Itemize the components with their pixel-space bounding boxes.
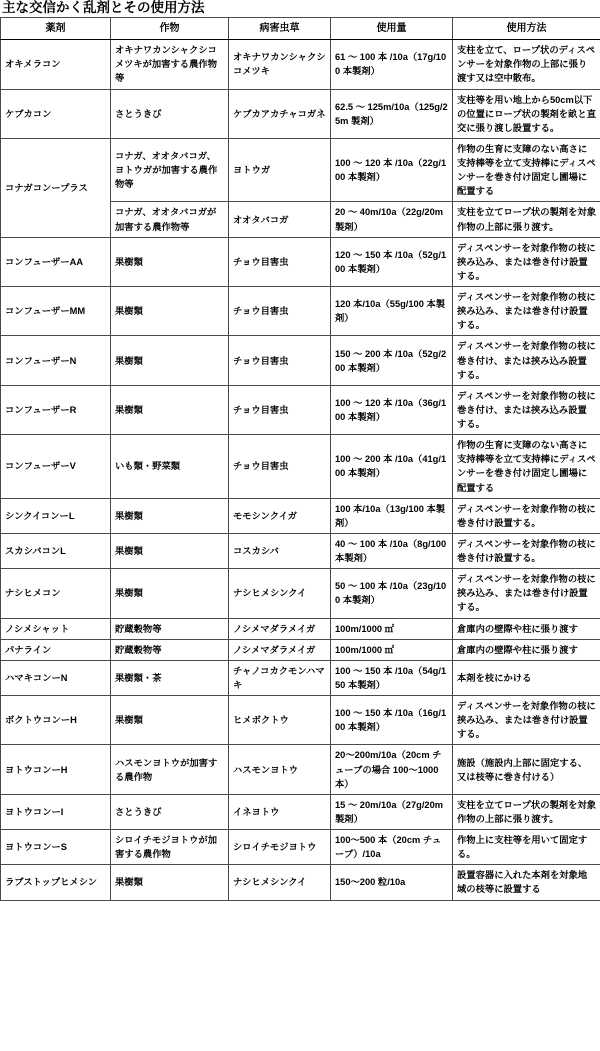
cell-usage-amount: 50 ～ 100 本 /10a（23g/100 本製剤）: [331, 569, 453, 618]
table-row: [1, 498, 600, 533]
table-row: [1, 618, 600, 639]
cell-drug-name: コンフューザーR: [1, 385, 111, 434]
cell-drug-name: コンフューザーN: [1, 336, 111, 385]
cell-usage-method: ディスペンサーを対象作物の枝に挟み込み、または巻き付け設置する。: [453, 569, 600, 618]
cell-crop-target: 果樹類: [111, 569, 229, 618]
table-row: [1, 639, 600, 660]
table-row: [1, 385, 600, 434]
cell-pest-name: ノシメマダラメイガ: [229, 639, 331, 660]
cell-pest-name: イネヨトウ: [229, 794, 331, 829]
cell-crop-target: さとうきび: [111, 794, 229, 829]
cell-drug-name: ノシメシャット: [1, 618, 111, 639]
cell-pest-name: ヨトウガ: [229, 138, 331, 202]
cell-crop-target: コナガ、オオタバコガが加害する農作物等: [111, 202, 229, 237]
cell-pest-name: シロイチモジヨトウ: [229, 830, 331, 865]
table-row: [1, 696, 600, 745]
cell-usage-method: 本剤を枝にかける: [453, 660, 600, 695]
cell-usage-method: 支柱を立てロープ状の製剤を対象作物の上部に張り渡す。: [453, 794, 600, 829]
cell-usage-method: 倉庫内の壁際や柱に張り渡す: [453, 639, 600, 660]
cell-usage-amount: 100m/1000 ㎡: [331, 639, 453, 660]
cell-usage-amount: 100 ～ 120 本 /10a（36g/100 本製剤）: [331, 385, 453, 434]
cell-crop-target: いも類・野菜類: [111, 435, 229, 499]
cell-drug-name: ボクトウコンーH: [1, 696, 111, 745]
cell-drug-name: ヨトウコンーH: [1, 745, 111, 794]
table-row: [1, 745, 600, 794]
cell-pest-name: チョウ目害虫: [229, 287, 331, 336]
cell-crop-target: 果樹類: [111, 533, 229, 568]
cell-usage-method: 支柱を立て、ロープ状のディスペンサーを対象作物の上部に張り渡す又は空中散布。: [453, 40, 600, 89]
table-row: [1, 533, 600, 568]
table-row: [1, 336, 600, 385]
cell-usage-method: 支柱等を用い地上から50cm以下の位置にロープ状の製剤を畝と直交に張り渡し設置する。: [453, 89, 600, 138]
cell-usage-amount: 150～200 粒/10a: [331, 865, 453, 900]
column-header-method: 使用方法: [453, 18, 600, 40]
cell-usage-method: ディスペンサーを対象作物の枝に挟み込み、または巻き付け設置する。: [453, 237, 600, 286]
cell-crop-target: 果樹類: [111, 498, 229, 533]
cell-pest-name: ヒメボクトウ: [229, 696, 331, 745]
cell-usage-method: ディスペンサーを対象作物の枝に挟み込み、または巻き付け設置する。: [453, 696, 600, 745]
cell-pest-name: コスカシバ: [229, 533, 331, 568]
cell-usage-amount: 100 ～ 200 本 /10a（41g/100 本製剤）: [331, 435, 453, 499]
cell-usage-method: 作物上に支柱等を用いて固定する。: [453, 830, 600, 865]
cell-pest-name: オオタバコガ: [229, 202, 331, 237]
cell-crop-target: オキナワカンシャクシコメツキが加害する農作物等: [111, 40, 229, 89]
cell-pest-name: チョウ目害虫: [229, 435, 331, 499]
cell-drug-name: コンフューザーV: [1, 435, 111, 499]
cell-usage-amount: 120 ～ 150 本 /10a（52g/100 本製剤）: [331, 237, 453, 286]
cell-pest-name: ハスモンヨトウ: [229, 745, 331, 794]
column-header-pest: 病害虫草: [229, 18, 331, 40]
column-header-amount: 使用量: [331, 18, 453, 40]
cell-drug-name: コナガコンープラス: [1, 138, 111, 237]
cell-usage-method: 施設（施設内上部に固定する、又は枝等に巻き付ける）: [453, 745, 600, 794]
cell-drug-name: パナライン: [1, 639, 111, 660]
cell-usage-method: ディスペンサーを対象作物の枝に巻き付け、または挟み込み設置する。: [453, 336, 600, 385]
cell-usage-method: ディスペンサーを対象作物の枝に挟み込み、または巻き付け設置する。: [453, 287, 600, 336]
cell-pest-name: チョウ目害虫: [229, 336, 331, 385]
cell-pest-name: チョウ目害虫: [229, 385, 331, 434]
cell-drug-name: シンクイコンーL: [1, 498, 111, 533]
cell-crop-target: 果樹類: [111, 696, 229, 745]
table-row: [1, 89, 600, 138]
page-title: 主な交信かく乱剤とその使用方法: [2, 0, 205, 15]
cell-usage-amount: 20～200m/10a（20cm チューブの場合 100～1000 本）: [331, 745, 453, 794]
cell-pest-name: モモシンクイガ: [229, 498, 331, 533]
table-body: [1, 40, 600, 900]
cell-drug-name: ラブストップヒメシン: [1, 865, 111, 900]
cell-drug-name: ヨトウコンーI: [1, 794, 111, 829]
table-row: [1, 40, 600, 89]
cell-pest-name: ナシヒメシンクイ: [229, 569, 331, 618]
table-row: [1, 287, 600, 336]
table-row: [1, 435, 600, 499]
table-row: [1, 865, 600, 900]
cell-pest-name: チョウ目害虫: [229, 237, 331, 286]
cell-usage-amount: 62.5 ～ 125m/10a（125g/25m 製剤）: [331, 89, 453, 138]
cell-usage-method: 作物の生育に支障のない高さに支持棒等を立て支持棒にディスペンサーを巻き付け固定し圃場に配置する: [453, 138, 600, 202]
table-row: [1, 794, 600, 829]
cell-usage-method: ディスペンサーを対象作物の枝に巻き付け設置する。: [453, 498, 600, 533]
cell-drug-name: スカシバコンL: [1, 533, 111, 568]
column-header-drug: 薬剤: [1, 18, 111, 40]
table-row: [1, 237, 600, 286]
cell-crop-target: さとうきび: [111, 89, 229, 138]
cell-drug-name: ヨトウコンーS: [1, 830, 111, 865]
table-row: [1, 138, 600, 202]
cell-usage-amount: 15 ～ 20m/10a（27g/20m 製剤）: [331, 794, 453, 829]
table-row: [1, 569, 600, 618]
cell-usage-method: 支柱を立てロープ状の製剤を対象作物の上部に張り渡す。: [453, 202, 600, 237]
cell-usage-amount: 61 ～ 100 本 /10a（17g/100 本製剤）: [331, 40, 453, 89]
cell-pest-name: ケブカアカチャコガネ: [229, 89, 331, 138]
cell-usage-amount: 100 ～ 150 本 /10a（16g/100 本製剤）: [331, 696, 453, 745]
cell-crop-target: シロイチモジヨトウが加害する農作物: [111, 830, 229, 865]
cell-crop-target: 果樹類: [111, 336, 229, 385]
cell-crop-target: 貯蔵穀物等: [111, 618, 229, 639]
table-row: [1, 830, 600, 865]
cell-crop-target: ハスモンヨトウが加害する農作物: [111, 745, 229, 794]
cell-crop-target: 果樹類: [111, 865, 229, 900]
cell-usage-amount: 150 ～ 200 本 /10a（52g/200 本製剤）: [331, 336, 453, 385]
cell-crop-target: 果樹類・茶: [111, 660, 229, 695]
cell-usage-method: ディスペンサーを対象作物の枝に巻き付け、または挟み込み設置する。: [453, 385, 600, 434]
column-header-crop: 作物: [111, 18, 229, 40]
cell-usage-amount: 40 ～ 100 本 /10a（8g/100 本製剤）: [331, 533, 453, 568]
cell-usage-method: 作物の生育に支障のない高さに支持棒等を立て支持棒にディスペンサーを巻き付け固定し圃場に配置する: [453, 435, 600, 499]
cell-usage-method: 倉庫内の壁際や柱に張り渡す: [453, 618, 600, 639]
cell-pest-name: チャノコカクモンハマキ: [229, 660, 331, 695]
table-row: [1, 660, 600, 695]
cell-pest-name: オキナワカンシャクシコメツキ: [229, 40, 331, 89]
cell-pest-name: ナシヒメシンクイ: [229, 865, 331, 900]
cell-usage-method: 設置容器に入れた本剤を対象地域の枝等に設置する: [453, 865, 600, 900]
cell-crop-target: 貯蔵穀物等: [111, 639, 229, 660]
cell-usage-amount: 100～500 本（20cm チューブ）/10a: [331, 830, 453, 865]
cell-crop-target: コナガ、オオタバコガ、ヨトウガが加害する農作物等: [111, 138, 229, 202]
cell-drug-name: ハマキコンーN: [1, 660, 111, 695]
cell-crop-target: 果樹類: [111, 385, 229, 434]
pheromone-products-table: [0, 17, 600, 901]
cell-usage-amount: 100 ～ 150 本 /10a（54g/150 本製剤）: [331, 660, 453, 695]
cell-usage-amount: 20 ～ 40m/10a（22g/20m 製剤）: [331, 202, 453, 237]
cell-crop-target: 果樹類: [111, 287, 229, 336]
cell-usage-method: ディスペンサーを対象作物の枝に巻き付け設置する。: [453, 533, 600, 568]
cell-pest-name: ノシメマダラメイガ: [229, 618, 331, 639]
cell-drug-name: コンフューザーAA: [1, 237, 111, 286]
cell-crop-target: 果樹類: [111, 237, 229, 286]
cell-drug-name: オキメラコン: [1, 40, 111, 89]
cell-drug-name: ナシヒメコン: [1, 569, 111, 618]
cell-usage-amount: 120 本/10a（55g/100 本製剤）: [331, 287, 453, 336]
table-header-row: [1, 18, 600, 40]
table-header: [1, 18, 600, 40]
cell-drug-name: ケブカコン: [1, 89, 111, 138]
cell-drug-name: コンフューザーMM: [1, 287, 111, 336]
cell-usage-amount: 100m/1000 ㎡: [331, 618, 453, 639]
cell-usage-amount: 100 ～ 120 本 /10a（22g/100 本製剤）: [331, 138, 453, 202]
cell-usage-amount: 100 本/10a（13g/100 本製剤）: [331, 498, 453, 533]
